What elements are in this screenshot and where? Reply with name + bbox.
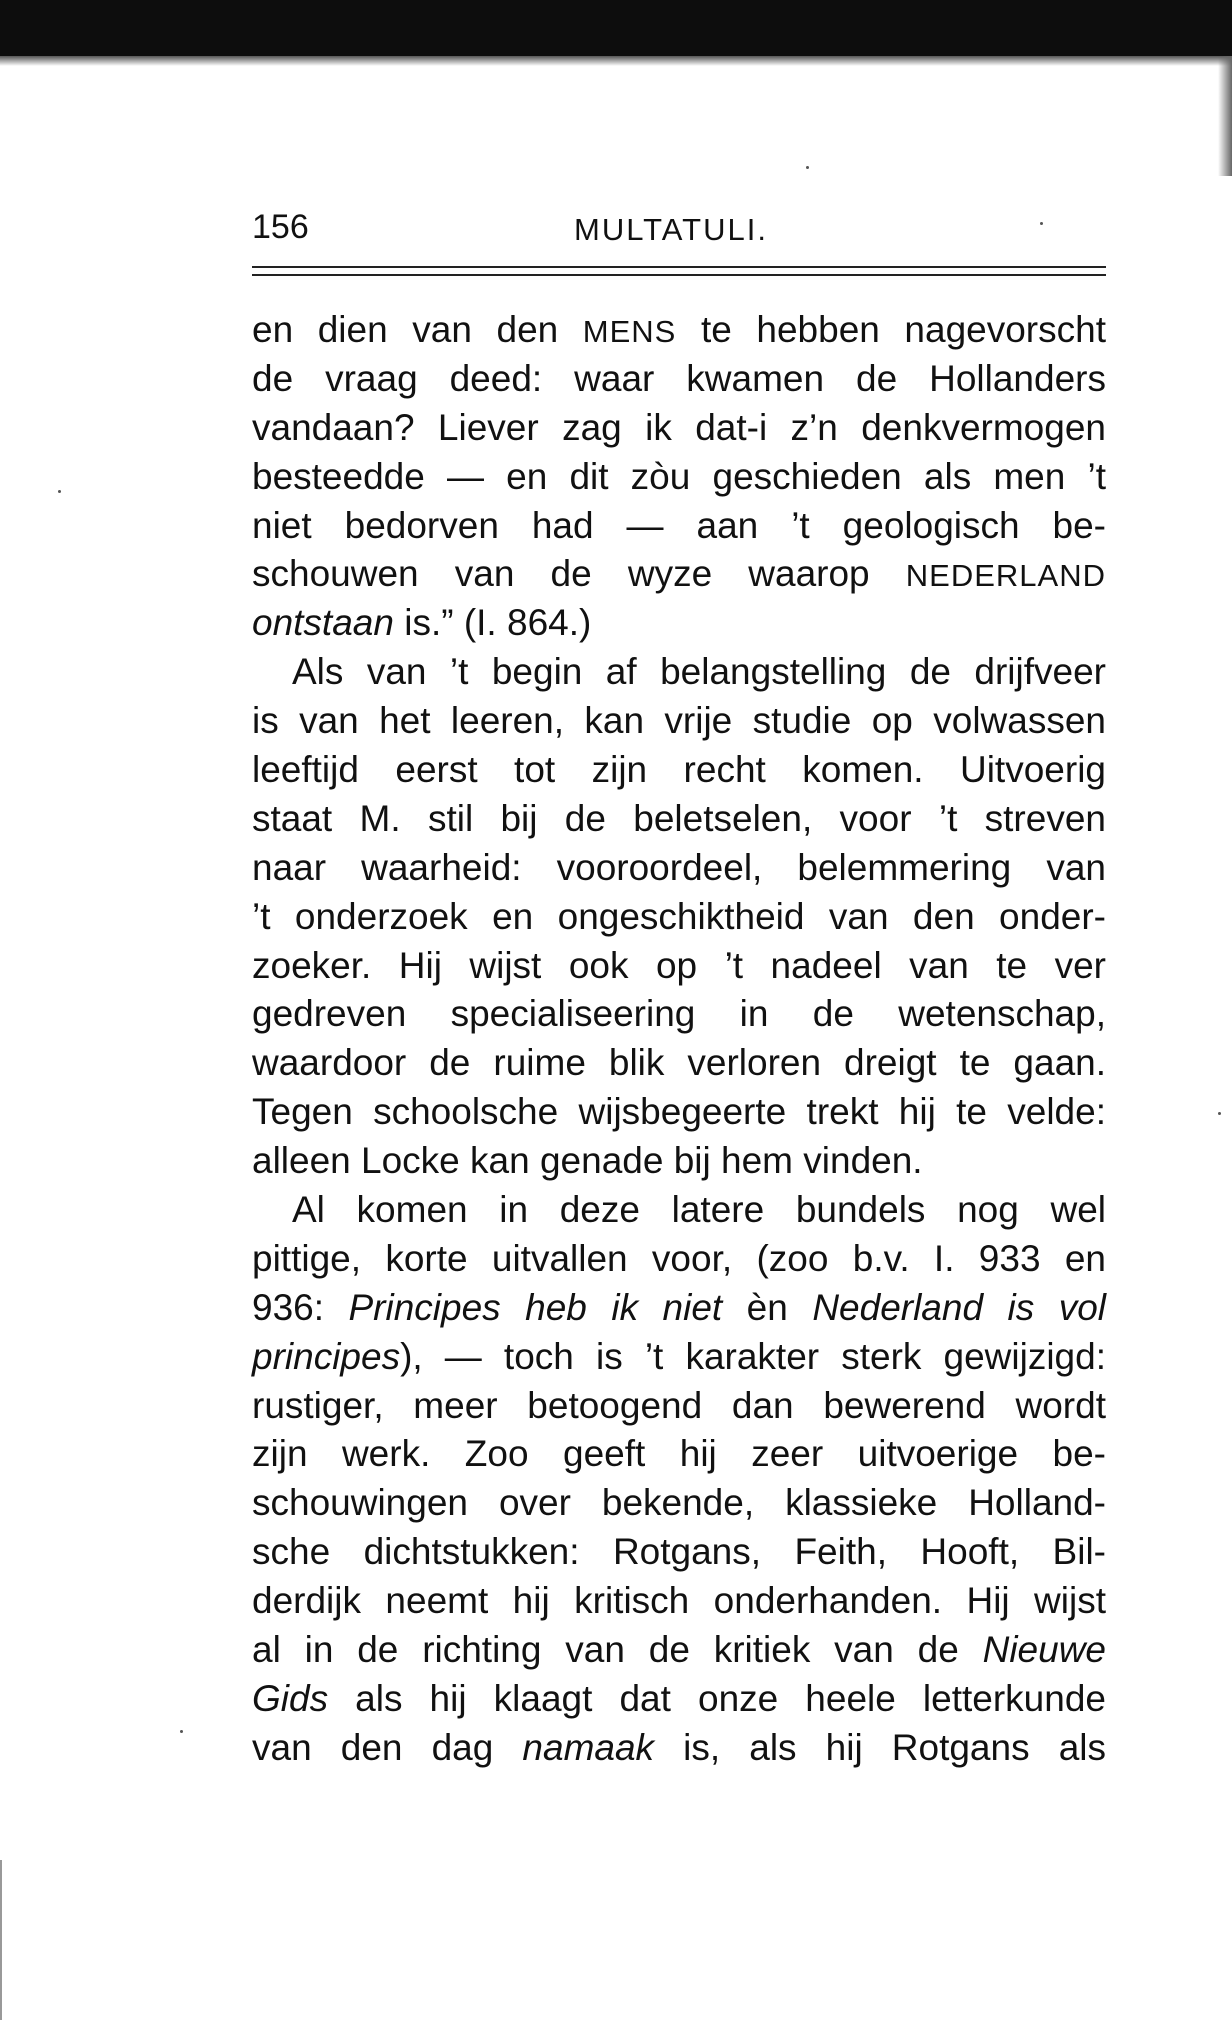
running-head: MULTATULI. (574, 212, 768, 247)
text-segment: waardoor de ruime blik verloren dreigt te gaan. (252, 1042, 1106, 1084)
text-line (252, 1479, 1106, 1528)
text-segment: ), — toch is ’t karakter sterk gewijzigd: (400, 1335, 1106, 1377)
text-segment: sche dichtstukken: Rotgans, Feith, Hooft, Bil- (252, 1531, 1106, 1573)
text-line (252, 1577, 1106, 1626)
text-segment: èn (722, 1286, 813, 1328)
text-line (252, 1333, 1106, 1382)
text-segment: is van het leeren, kan vrije studie op volwassen (252, 700, 1106, 742)
italic-text: Principes heb ik niet (348, 1286, 723, 1328)
text-segment: derdijk neemt hij kritisch onderhanden. Hij wijst (252, 1580, 1106, 1622)
italic-text: principes (252, 1335, 401, 1377)
text-segment: vandaan? Liever zag ik dat-i z’n denkvermogen (252, 406, 1106, 448)
text-line (252, 746, 1106, 795)
italic-text: Gids (252, 1677, 329, 1719)
text-segment: leeftijd eerst tot zijn recht komen. Uitvoerig (252, 749, 1106, 791)
text-line (252, 844, 1106, 893)
text-segment: te hebben nagevorscht (676, 309, 1106, 350)
small-caps-text: MENS (582, 314, 677, 349)
page-header (252, 198, 1106, 250)
scan-speck (1040, 222, 1043, 225)
italic-text: namaak (522, 1726, 655, 1768)
text-segment: als hij klaagt dat onze heele letterkunde (328, 1677, 1106, 1719)
text-line (252, 355, 1106, 404)
italic-text: Nederland is vol (812, 1286, 1107, 1328)
text-segment: van den dag (252, 1726, 523, 1768)
text-line (252, 648, 1106, 697)
text-line (252, 1626, 1106, 1675)
scan-speck (180, 1730, 183, 1733)
scan-speck (806, 166, 809, 169)
scan-speck (1218, 1112, 1221, 1115)
text-line (252, 599, 1106, 648)
text-segment: Al komen in deze latere bundels nog wel (292, 1189, 1106, 1231)
text-segment: schouwen van de wyze waarop (252, 553, 906, 595)
scan-top-border (0, 0, 1232, 56)
text-segment: Tegen schoolsche wijsbegeerte trekt hij te velde: (252, 1091, 1106, 1133)
text-segment: alleen Locke kan genade bij hem vinden. (252, 1140, 923, 1182)
text-segment: Als van ’t begin af belangstelling de drijfveer (292, 651, 1106, 693)
text-line (252, 1528, 1106, 1577)
text-line (252, 550, 1106, 599)
text-line (252, 1724, 1106, 1773)
text-line (252, 1039, 1106, 1088)
text-line (252, 1284, 1106, 1333)
scan-left-edge (0, 1860, 8, 2020)
text-segment: 936: (252, 1286, 349, 1328)
text-segment: besteedde — en dit zòu geschieden als men ’t (252, 455, 1106, 497)
text-line (252, 1137, 1106, 1186)
text-line (252, 502, 1106, 551)
text-line (252, 1186, 1106, 1235)
body-text (252, 306, 1106, 1773)
text-line (252, 1088, 1106, 1137)
text-segment: is.” (I. 864.) (393, 602, 592, 644)
italic-text: ontstaan (252, 602, 394, 644)
text-segment: staat M. stil bij de beletselen, voor ’t streven (252, 797, 1106, 839)
italic-text: Nieuwe (982, 1629, 1106, 1671)
text-line (252, 404, 1106, 453)
scan-speck (58, 490, 61, 493)
header-rule-top (252, 266, 1106, 268)
text-line (252, 306, 1106, 355)
text-line (252, 1235, 1106, 1284)
text-line (252, 1430, 1106, 1479)
text-segment: schouwingen over bekende, klassieke Holland- (252, 1482, 1106, 1524)
small-caps-text: NEDERLAND (905, 558, 1106, 594)
text-segment: al in de richting van de kritiek van de (252, 1629, 983, 1671)
text-line (252, 453, 1106, 502)
scan-right-edge (1218, 56, 1232, 176)
text-segment: en dien van den (252, 309, 583, 350)
text-segment: pittige, korte uitvallen voor, (zoo b.v. I. 933 en (252, 1237, 1106, 1279)
text-segment: gedreven specialiseering in de wetenschap, (252, 993, 1106, 1035)
text-segment: zoeker. Hij wijst ook op ’t nadeel van te ver (252, 944, 1106, 986)
text-segment: de vraag deed: waar kwamen de Hollanders (252, 357, 1106, 399)
text-segment: naar waarheid: vooroordeel, belemmering van (252, 846, 1106, 888)
text-line (252, 942, 1106, 991)
text-line (252, 697, 1106, 746)
text-line (252, 1675, 1106, 1724)
page-number: 156 (252, 208, 309, 246)
scan-top-shadow (0, 56, 1232, 66)
text-line (252, 893, 1106, 942)
text-segment: rustiger, meer betoogend dan bewerend wordt (252, 1384, 1106, 1426)
text-segment: zijn werk. Zoo geeft hij zeer uitvoerige be- (252, 1433, 1106, 1475)
text-segment: is, als hij Rotgans als (654, 1726, 1106, 1768)
text-line (252, 795, 1106, 844)
text-segment: niet bedorven had — aan ’t geologisch be- (252, 504, 1106, 546)
text-line (252, 990, 1106, 1039)
header-rule-bottom (252, 274, 1106, 276)
text-segment: ’t onderzoek en ongeschiktheid van den onder- (252, 895, 1106, 937)
text-line (252, 1382, 1106, 1431)
